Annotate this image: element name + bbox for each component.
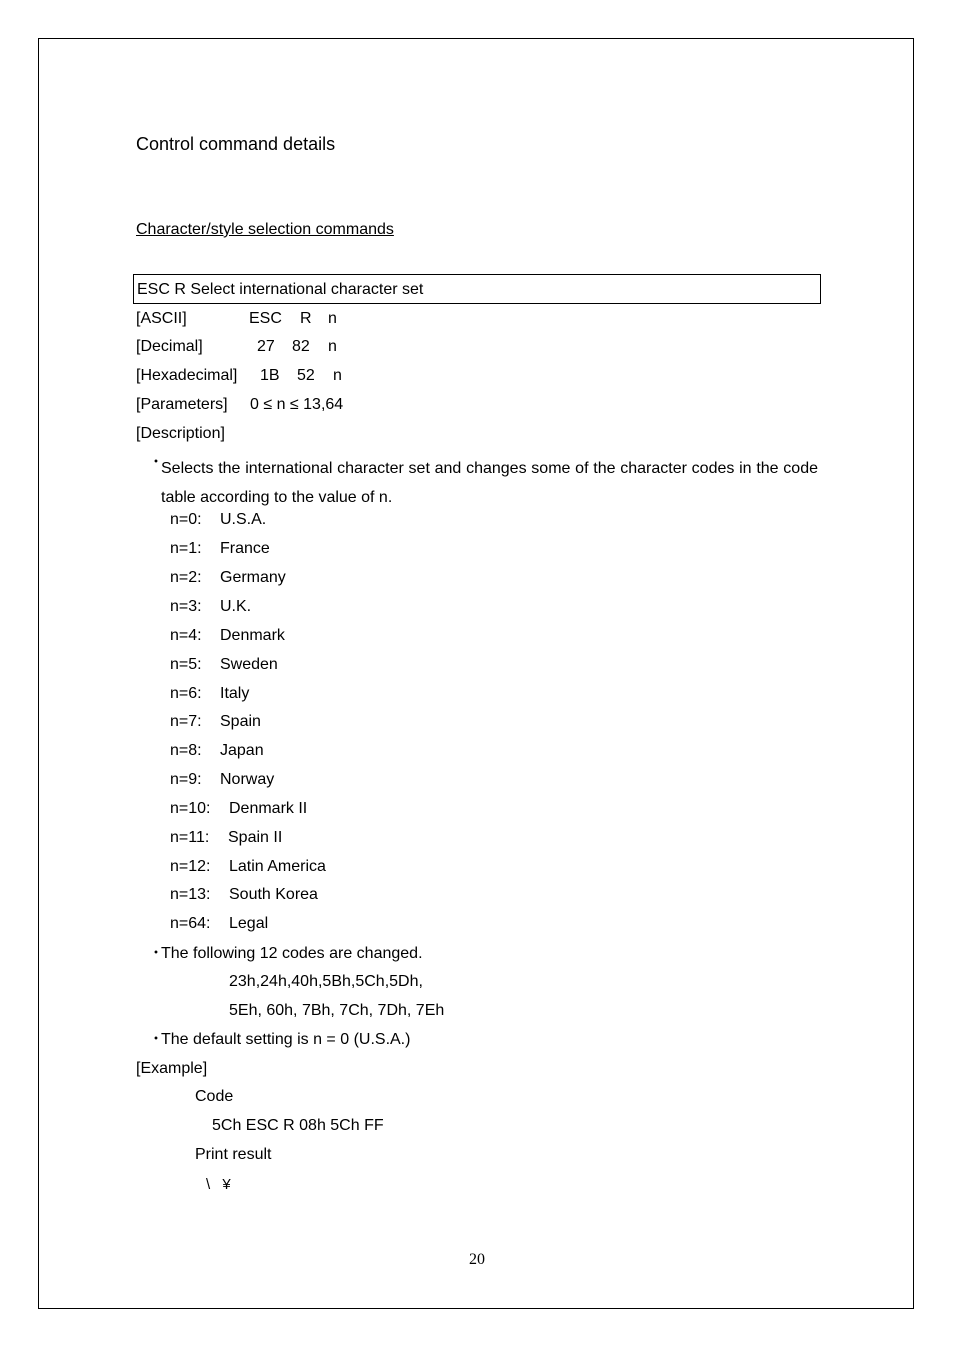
parameters-value: 0 ≤ n ≤ 13,64	[250, 396, 344, 413]
hexadecimal-value-2: 52	[297, 367, 315, 384]
charset-name: Spain II	[228, 829, 283, 846]
charset-name: Denmark II	[229, 800, 308, 817]
bullet-glyph: ・	[148, 1031, 165, 1048]
charset-name: Latin America	[229, 858, 326, 875]
command-title: ESC R Select international character set	[137, 281, 424, 298]
description-label: [Description]	[136, 425, 225, 442]
charset-name: U.K.	[220, 598, 252, 615]
charset-name: Italy	[220, 685, 250, 702]
description-paragraph-3: The default setting is n = 0 (U.S.A.)	[161, 1031, 411, 1048]
bullet-glyph: ・	[148, 454, 165, 471]
hexadecimal-value-3: n	[333, 367, 342, 384]
section-heading: Character/style selection commands	[136, 221, 394, 238]
charset-name: Denmark	[220, 627, 285, 644]
charset-key: n=13:	[170, 886, 211, 903]
charset-key: n=5:	[170, 656, 202, 673]
charset-key: n=11:	[170, 829, 210, 846]
charset-key: n=6:	[170, 685, 202, 702]
charset-name: Norway	[220, 771, 275, 788]
decimal-value-3: n	[328, 338, 337, 355]
ascii-value-3: n	[328, 310, 337, 327]
charset-key: n=10:	[170, 800, 211, 817]
charset-key: n=0:	[170, 511, 202, 528]
ascii-label: [ASCII]	[136, 310, 187, 327]
decimal-value-2: 82	[292, 338, 310, 355]
charset-key: n=3:	[170, 598, 202, 615]
charset-name: South Korea	[229, 886, 318, 903]
charset-name: Spain	[220, 713, 261, 730]
charset-name: U.S.A.	[220, 511, 267, 528]
example-result-value: \ ¥	[206, 1176, 235, 1193]
charset-key: n=1:	[170, 540, 202, 557]
changed-codes-line-1: 23h,24h,40h,5Bh,5Ch,5Dh,	[229, 973, 423, 990]
page-number: 20	[469, 1251, 485, 1268]
command-title-box	[133, 274, 821, 304]
charset-name: France	[220, 540, 270, 557]
example-code-label: Code	[195, 1088, 234, 1105]
description-paragraph-1: Selects the international character set and changes some of the character codes in the code table according to the value of n.	[161, 460, 818, 506]
example-result-label: Print result	[195, 1146, 272, 1163]
charset-name: Germany	[220, 569, 286, 586]
charset-name: Legal	[229, 915, 269, 932]
charset-key: n=12:	[170, 858, 211, 875]
parameters-label: [Parameters]	[136, 396, 228, 413]
charset-key: n=64:	[170, 915, 211, 932]
page-title: Control command details	[136, 134, 336, 154]
decimal-label: [Decimal]	[136, 338, 203, 355]
charset-key: n=2:	[170, 569, 202, 586]
charset-key: n=8:	[170, 742, 202, 759]
ascii-value-1: ESC	[249, 310, 282, 327]
ascii-value-2: R	[300, 310, 312, 327]
charset-key: n=7:	[170, 713, 202, 730]
example-code-value: 5Ch ESC R 08h 5Ch FF	[212, 1117, 384, 1134]
changed-codes-line-2: 5Eh, 60h, 7Bh, 7Ch, 7Dh, 7Eh	[229, 1002, 445, 1019]
charset-name: Japan	[220, 742, 264, 759]
hexadecimal-value-1: 1B	[260, 367, 280, 384]
charset-key: n=4:	[170, 627, 202, 644]
description-paragraph-2: The following 12 codes are changed.	[161, 945, 423, 962]
charset-key: n=9:	[170, 771, 202, 788]
example-label: [Example]	[136, 1060, 208, 1077]
bullet-glyph: ・	[148, 945, 165, 962]
hexadecimal-label: [Hexadecimal]	[136, 367, 238, 384]
decimal-value-1: 27	[257, 338, 275, 355]
charset-name: Sweden	[220, 656, 278, 673]
